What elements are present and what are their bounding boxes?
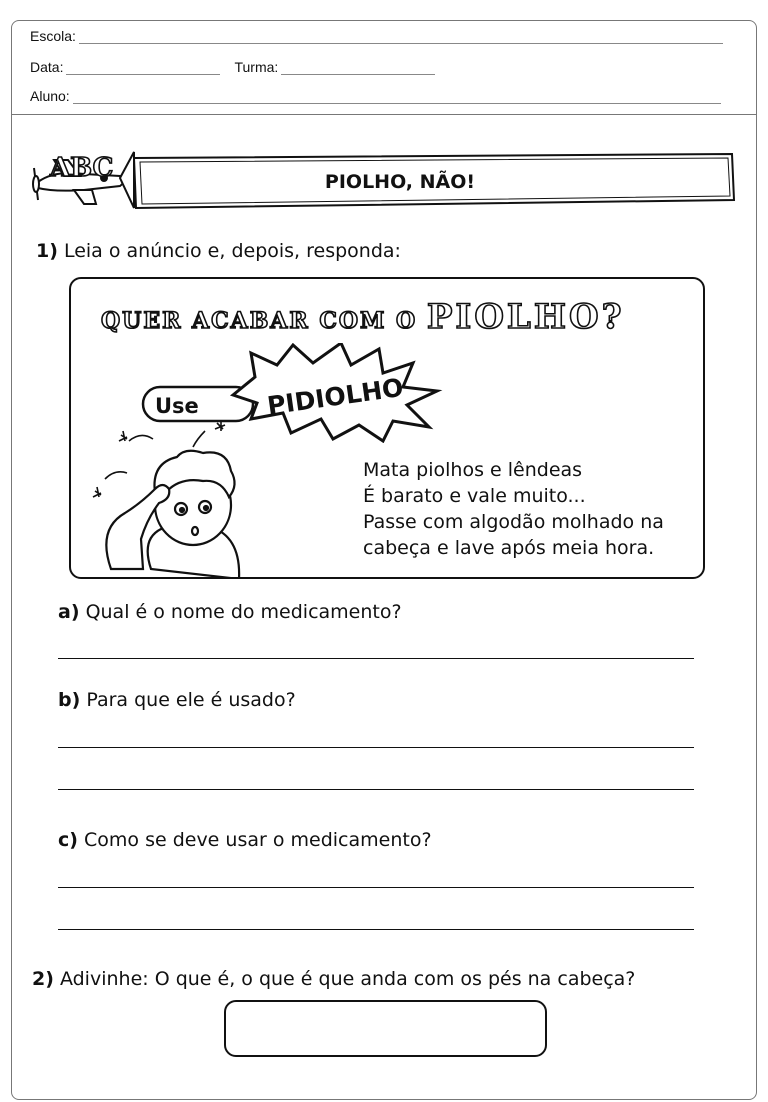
subquestion-c: [58, 829, 432, 851]
subquestion-a-letter: a): [58, 601, 80, 623]
date-input-line[interactable]: [66, 61, 220, 75]
school-label: Escola:: [30, 28, 76, 44]
school-row: [30, 28, 723, 44]
product-name: PIDIOLHO: [265, 372, 406, 421]
ad-line-3: Passe com algodão molhado na: [363, 511, 664, 533]
ad-line-1: Mata piolhos e lêndeas: [363, 459, 583, 481]
subquestion-a: [58, 601, 402, 623]
subquestion-c-text: Como se deve usar o medicamento?: [84, 829, 432, 851]
school-input-line[interactable]: [79, 30, 723, 44]
date-row: [30, 59, 435, 75]
question-2-text: Adivinhe: O que é, o que é que anda com os pés na cabeça?: [59, 968, 636, 990]
title-banner: [24, 130, 744, 210]
subquestion-b-text: Para que ele é usado?: [86, 689, 296, 711]
subquestion-b-letter: b): [58, 689, 81, 711]
ad-headline: [101, 297, 625, 337]
answer-line-c-1[interactable]: [58, 887, 694, 888]
student-input-line[interactable]: [73, 90, 721, 104]
ad-description: [363, 457, 664, 561]
ad-headline-big: PIOLHO?: [426, 297, 625, 337]
ad-headline-small: QUER ACABAR COM O: [101, 308, 418, 334]
logo-lettering: ABC: [50, 153, 114, 183]
class-label: Turma:: [234, 59, 279, 75]
ad-line-2: É barato e vale muito...: [363, 485, 586, 507]
boy-mouth-icon: [192, 527, 198, 535]
boy-scratching-head-illustration: [81, 419, 281, 579]
abc-logo-icon: [49, 153, 113, 183]
student-row: [30, 88, 721, 104]
use-label: Use: [155, 394, 199, 418]
answer-line-b-1[interactable]: [58, 747, 694, 748]
page-title: PIOLHO, NÃO!: [324, 171, 476, 193]
student-info-header: [12, 21, 756, 115]
answer-line-c-2[interactable]: [58, 929, 694, 930]
subquestion-c-letter: c): [58, 829, 78, 851]
class-input-line[interactable]: [281, 61, 435, 75]
subquestion-a-text: Qual é o nome do medicamento?: [85, 601, 402, 623]
date-label: Data:: [30, 59, 64, 75]
question-1: [36, 240, 401, 262]
ad-line-4: cabeça e lave após meia hora.: [363, 537, 655, 559]
advertisement-box: [69, 277, 705, 579]
answer-line-a-1[interactable]: [58, 658, 694, 659]
question-1-number: 1): [36, 240, 58, 262]
subquestion-b: [58, 689, 296, 711]
student-label: Aluno:: [30, 88, 70, 104]
question-1-text: Leia o anúncio e, depois, responda:: [63, 240, 401, 262]
question-2-number: 2): [32, 968, 54, 990]
riddle-answer-box[interactable]: [224, 1000, 547, 1057]
question-2: [32, 968, 635, 990]
answer-line-b-2[interactable]: [58, 789, 694, 790]
